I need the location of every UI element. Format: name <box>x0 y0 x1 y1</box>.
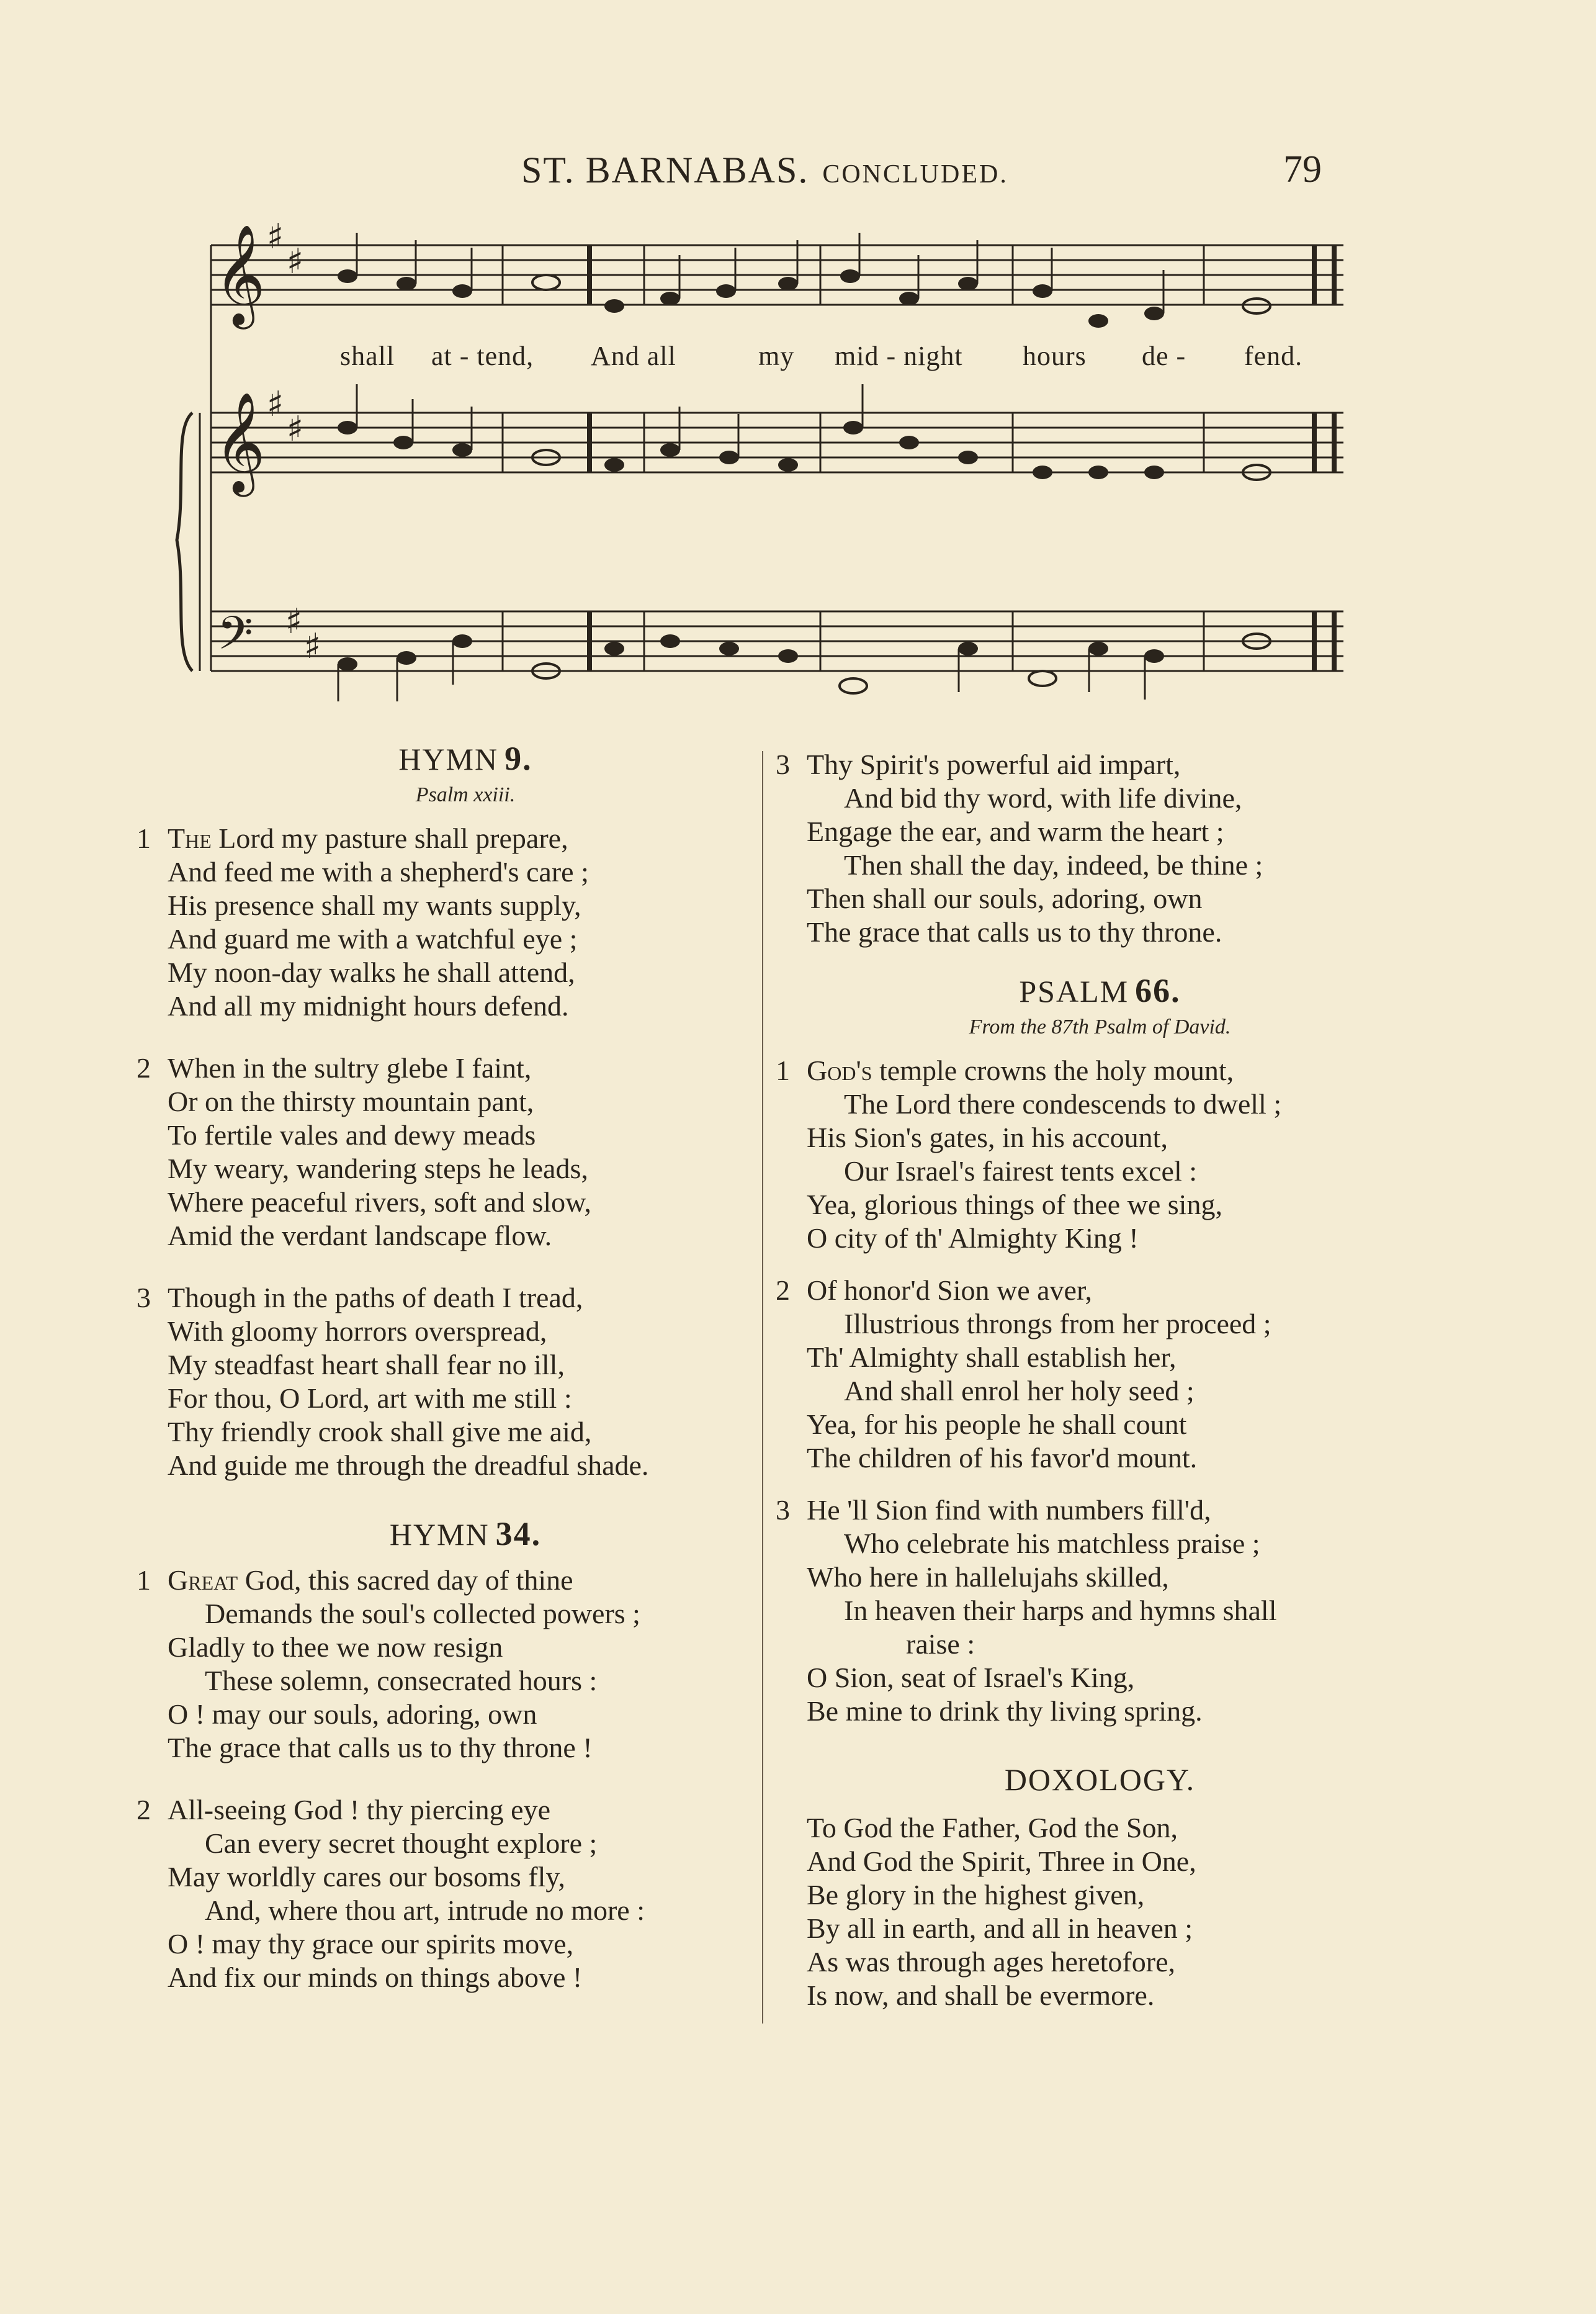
svg-text:♯: ♯ <box>267 217 284 257</box>
lyric: And all <box>591 341 676 371</box>
staff-bass <box>211 611 1343 671</box>
line: He 'll Sion find with numbers fill'd, <box>807 1494 1211 1526</box>
lyric: mid - night <box>835 341 963 371</box>
lyric: at - tend, <box>431 341 534 371</box>
lyric: my <box>758 341 795 371</box>
line: His presence shall my wants supply, <box>168 889 581 921</box>
svg-text:𝄞: 𝄞 <box>214 392 266 493</box>
line: The Lord there condescends to dwell ; <box>844 1088 1282 1120</box>
column-divider <box>762 751 763 2024</box>
line: My weary, wandering steps he leads, <box>168 1153 588 1184</box>
line: And shall enrol her holy seed ; <box>844 1375 1195 1407</box>
line: To fertile vales and dewy meads <box>168 1119 536 1151</box>
title-concluded: CONCLUDED. <box>822 160 1008 189</box>
heading-number: 66. <box>1135 972 1181 1009</box>
verse-number: 2 <box>137 1052 151 1084</box>
verse-number: 2 <box>137 1794 151 1826</box>
line: His Sion's gates, in his account, <box>807 1122 1168 1153</box>
line: When in the sultry glebe I faint, <box>168 1052 532 1084</box>
stanza <box>776 1493 1393 1728</box>
first-word: Great <box>168 1564 238 1596</box>
line: Though in the paths of death I tread, <box>168 1282 583 1313</box>
stanza <box>137 1051 763 1253</box>
line: All-seeing God ! thy piercing eye <box>168 1794 550 1826</box>
heading-text: PSALM <box>1019 974 1129 1009</box>
svg-text:♯: ♯ <box>267 384 284 425</box>
line: My steadfast heart shall fear no ill, <box>168 1349 565 1380</box>
line: May worldly cares our bosoms fly, <box>168 1861 565 1893</box>
line: Gladly to thee we now resign <box>168 1631 503 1663</box>
line: O Sion, seat of Israel's King, <box>807 1662 1135 1693</box>
line: Lord my pasture shall prepare, <box>211 822 568 854</box>
lyric: de - <box>1142 341 1186 371</box>
line: My noon-day walks he shall attend, <box>168 957 575 988</box>
line: As was through ages heretofore, <box>807 1946 1175 1978</box>
first-word: The <box>168 822 212 854</box>
line: Where peaceful rivers, soft and slow, <box>168 1186 591 1218</box>
verse-number: 1 <box>776 1055 790 1086</box>
stanza <box>137 1281 763 1482</box>
line: Our Israel's fairest tents excel : <box>844 1155 1198 1187</box>
line: God, this sacred day of thine <box>238 1564 573 1596</box>
heading-text: HYMN <box>398 742 499 777</box>
svg-text:♯: ♯ <box>287 409 304 449</box>
svg-text:𝄞: 𝄞 <box>214 224 266 325</box>
staff-harmony <box>211 413 1343 472</box>
left-column <box>137 740 763 1994</box>
heading-number: 9. <box>504 740 532 777</box>
heading-number: 34. <box>495 1515 542 1552</box>
line: Yea, glorious things of thee we sing, <box>807 1189 1222 1220</box>
svg-text:♯: ♯ <box>285 601 303 642</box>
line: Illustrious throngs from her proceed ; <box>844 1308 1271 1339</box>
staff-melody <box>211 245 1343 305</box>
lyric: fend. <box>1244 341 1303 371</box>
stanza <box>776 1274 1393 1475</box>
line: Can every secret thought explore ; <box>205 1827 598 1859</box>
stanza <box>776 748 1393 949</box>
stanza <box>137 822 763 1023</box>
verse-number: 1 <box>137 1564 151 1596</box>
hymn34-heading <box>168 1517 763 1551</box>
line: Of honor'd Sion we aver, <box>807 1274 1092 1306</box>
line: Be mine to drink thy living spring. <box>807 1695 1203 1727</box>
line: The children of his favor'd mount. <box>807 1442 1198 1474</box>
title-text: ST. BARNABAS. <box>521 150 809 191</box>
line: And, where thou art, intrude no more : <box>205 1894 645 1926</box>
doxology-stanza <box>807 1811 1393 2012</box>
lyric: hours <box>1023 341 1087 371</box>
svg-text:♯: ♯ <box>287 241 304 282</box>
line: And bid thy word, with life divine, <box>844 782 1242 814</box>
line: temple crowns the holy mount, <box>872 1055 1234 1086</box>
verse-number: 1 <box>137 822 151 854</box>
line: Or on the thirsty mountain pant, <box>168 1086 534 1117</box>
line: And feed me with a shepherd's care ; <box>168 856 589 888</box>
line: Is now, and shall be evermore. <box>807 1979 1155 2011</box>
line: O city of th' Almighty King ! <box>807 1222 1139 1254</box>
line: And God the Spirit, Three in One, <box>807 1845 1196 1877</box>
line: Yea, for his people he shall count <box>807 1408 1187 1440</box>
line: By all in earth, and all in heaven ; <box>807 1912 1193 1944</box>
verse-number: 3 <box>776 1494 790 1526</box>
line: Th' Almighty shall establish her, <box>807 1341 1177 1373</box>
line: In heaven their harps and hymns shall <box>844 1595 1277 1626</box>
line: Thy Spirit's powerful aid impart, <box>807 749 1181 780</box>
music-lyrics <box>0 340 1596 377</box>
line: The grace that calls us to thy throne ! <box>168 1732 593 1763</box>
line: Who here in hallelujahs skilled, <box>807 1561 1169 1593</box>
line: Thy friendly crook shall give me aid, <box>168 1416 592 1447</box>
line: Amid the verdant landscape flow. <box>168 1220 552 1251</box>
hymn9-source: Psalm xxiii. <box>415 783 516 806</box>
line: Demands the soul's collected powers ; <box>205 1598 640 1629</box>
line: To God the Father, God the Son, <box>807 1812 1178 1844</box>
line: The grace that calls us to thy throne. <box>807 916 1222 948</box>
verse-number: 2 <box>776 1274 790 1306</box>
hymn9-heading <box>168 742 763 776</box>
line: And guard me with a watchful eye ; <box>168 923 578 955</box>
line: With gloomy horrors overspread, <box>168 1315 547 1347</box>
line: And all my midnight hours defend. <box>168 990 569 1022</box>
heading-text: HYMN <box>389 1517 490 1552</box>
line: Then shall the day, indeed, be thine ; <box>844 849 1263 881</box>
stanza <box>137 1793 763 1994</box>
stanza <box>776 1054 1393 1255</box>
stanza <box>137 1564 763 1765</box>
line: O ! may thy grace our spirits move, <box>168 1928 574 1960</box>
line: raise : <box>906 1628 975 1660</box>
verse-number: 3 <box>776 749 790 780</box>
psalm66-heading <box>807 974 1393 1008</box>
page-number: 79 <box>1283 148 1322 191</box>
line: O ! may our souls, adoring, own <box>168 1698 537 1730</box>
first-word: God's <box>807 1055 872 1086</box>
right-column <box>773 748 1393 2012</box>
doxology-heading: DOXOLOGY. <box>1004 1762 1196 1797</box>
lyric: shall <box>340 341 395 371</box>
line: These solemn, consecrated hours : <box>205 1665 598 1696</box>
line: Who celebrate his matchless praise ; <box>844 1528 1260 1559</box>
svg-text:♯: ♯ <box>304 626 321 667</box>
line: Be glory in the highest given, <box>807 1879 1145 1911</box>
psalm66-source: From the 87th Psalm of David. <box>969 1015 1231 1038</box>
line: And fix our minds on things above ! <box>168 1961 583 1993</box>
line: And guide me through the dreadful shade. <box>168 1449 649 1481</box>
line: For thou, O Lord, art with me still : <box>168 1382 572 1414</box>
svg-text:𝄢: 𝄢 <box>217 606 253 672</box>
line: Then shall our souls, adoring, own <box>807 883 1203 914</box>
line: Engage the ear, and warm the heart ; <box>807 816 1224 847</box>
verse-number: 3 <box>137 1282 151 1313</box>
